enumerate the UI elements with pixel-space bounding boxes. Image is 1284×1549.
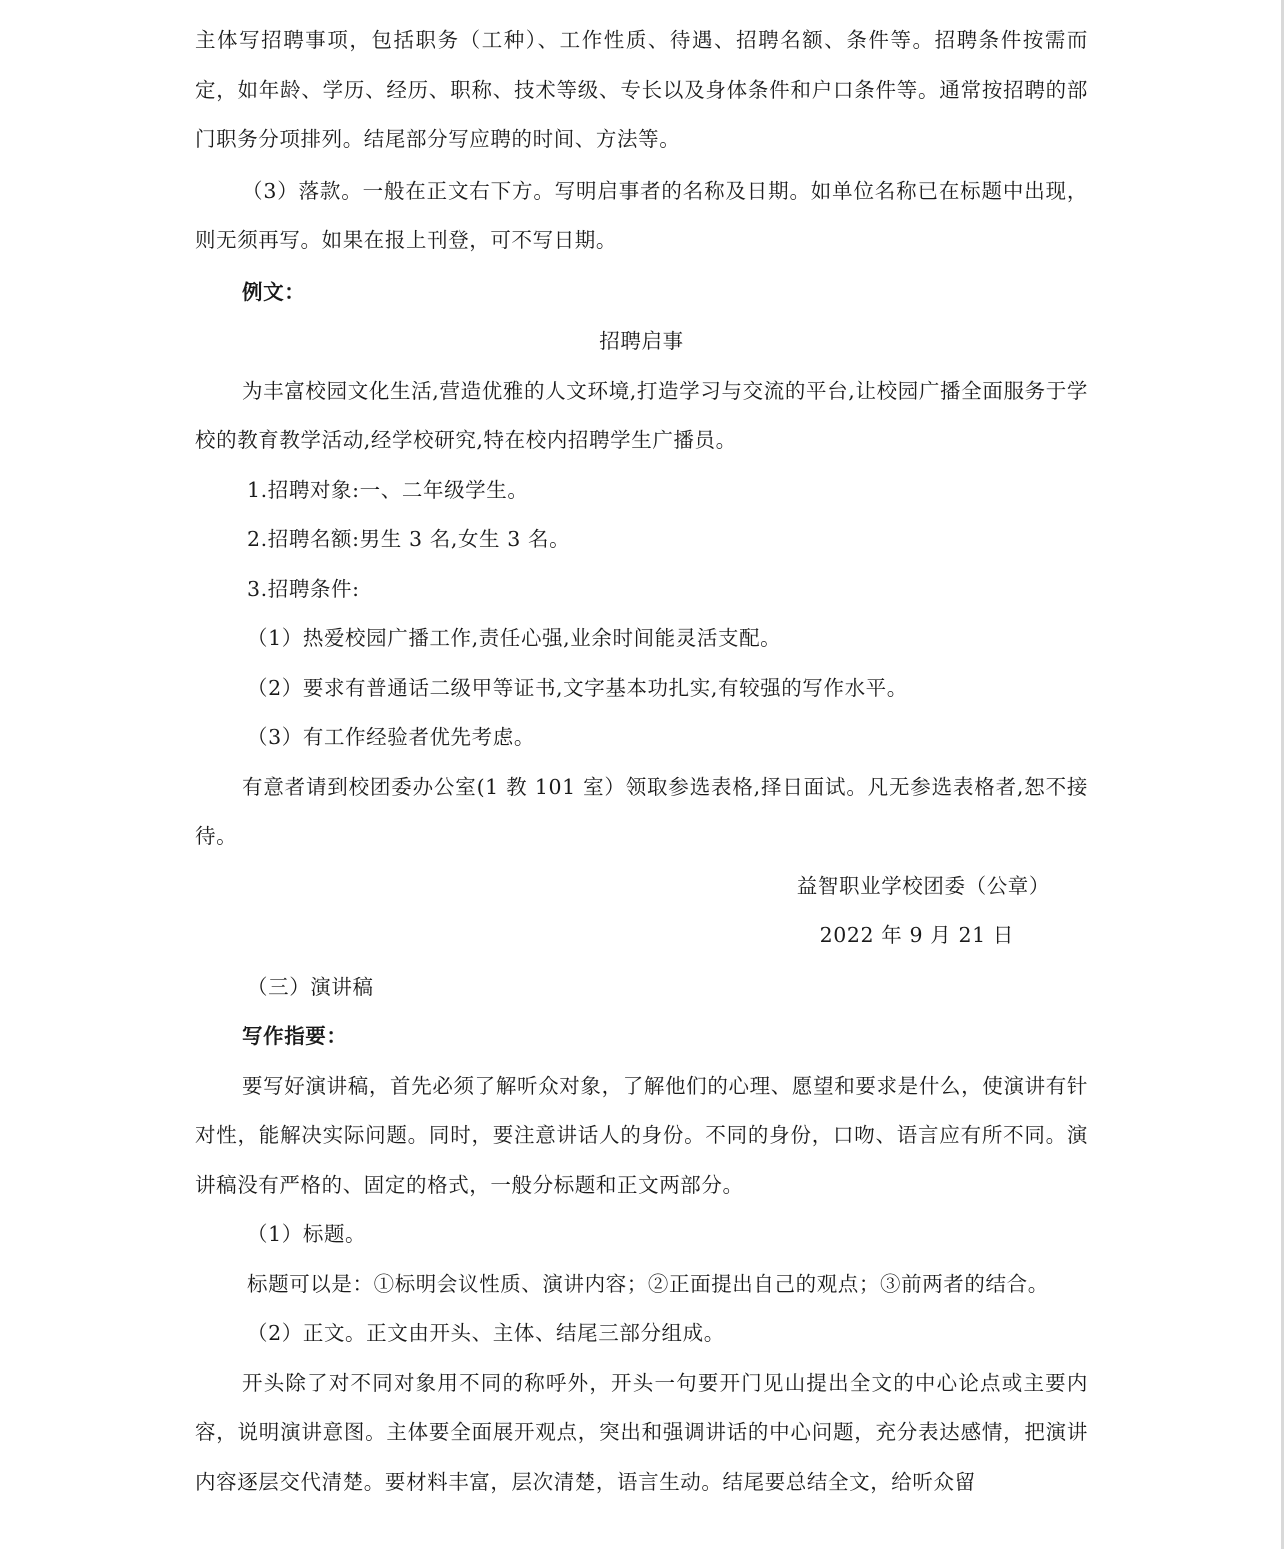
notice-date: 2022 年 9 月 21 日 [819, 923, 1014, 947]
notice-closing: 有意者请到校团委办公室(1 教 101 室）领取参选表格,择日面试。凡无参选表格者,恕不接待。 [195, 774, 1088, 848]
guide-body-heading: （2）正文。正文由开头、主体、结尾三部分组成。 [247, 1321, 725, 1345]
guide-title-description: 标题可以是：①标明会议性质、演讲内容；②正面提出自己的观点；③前两者的结合。 [247, 1271, 1049, 1296]
notice-condition-2: （2）要求有普通话二级甲等证书,文字基本功扎实,有较强的写作水平。 [247, 675, 908, 700]
notice-item-target: 1.招聘对象:一、二年级学生。 [247, 477, 529, 502]
notice-item-quota: 2.招聘名额:男生 3 名,女生 3 名。 [247, 527, 571, 551]
guide-paragraph-2: 开头除了对不同对象用不同的称呼外，开头一句要开门见山提出全文的中心论点或主要内容，说明演讲意图。主体要全面展开观点，突出和强调讲话的中心问题，充分表达感情，把演讲内容逐层交代清楚。要材料丰富，层次清楚，语言生动。结尾要总结全文，给听众留 [195, 1370, 1088, 1494]
notice-title: 招聘启事 [599, 329, 684, 353]
section-heading-speech: （三）演讲稿 [247, 974, 374, 999]
notice-item-conditions: 3.招聘条件: [247, 576, 360, 601]
document-body [195, 16, 1088, 1507]
notice-condition-1: （1）热爱校园广播工作,责任心强,业余时间能灵活支配。 [247, 626, 782, 650]
guide-title-heading: （1）标题。 [247, 1222, 367, 1246]
example-label: 例文： [242, 279, 306, 304]
notice-signature: 益智职业学校团委（公章） [796, 873, 1050, 898]
notice-intro: 为丰富校园文化生活,营造优雅的人文环境,打造学习与交流的平台,让校园广播全面服务于学校的教育教学活动,经学校研究,特在校内招聘学生广播员。 [195, 378, 1088, 452]
notice-condition-3: （3）有工作经验者优先考虑。 [247, 725, 535, 749]
guide-paragraph-1: 要写好演讲稿，首先必须了解听众对象，了解他们的心理、愿望和要求是什么，使演讲有针对性，能解决实际问题。同时，要注意讲话人的身份。不同的身份，口吻、语言应有所不同。演讲稿没有严格的、固定的格式，一般分标题和正文两部分。 [195, 1073, 1088, 1197]
paragraph-recruitment-body: 主体写招聘事项，包括职务（工种）、工作性质、待遇、招聘名额、条件等。招聘条件按需而定，如年龄、学历、经历、职称、技术等级、专长以及身体条件和户口条件等。通常按招聘的部门职务分项排列。结尾部分写应聘的时间、方法等。 [195, 28, 1088, 151]
paragraph-signature-rule: （3）落款。一般在正文右下方。写明启事者的名称及日期。如单位名称已在标题中出现，则无须再写。如果在报上刊登，可不写日期。 [195, 178, 1088, 252]
guide-label: 写作指要： [242, 1024, 348, 1048]
